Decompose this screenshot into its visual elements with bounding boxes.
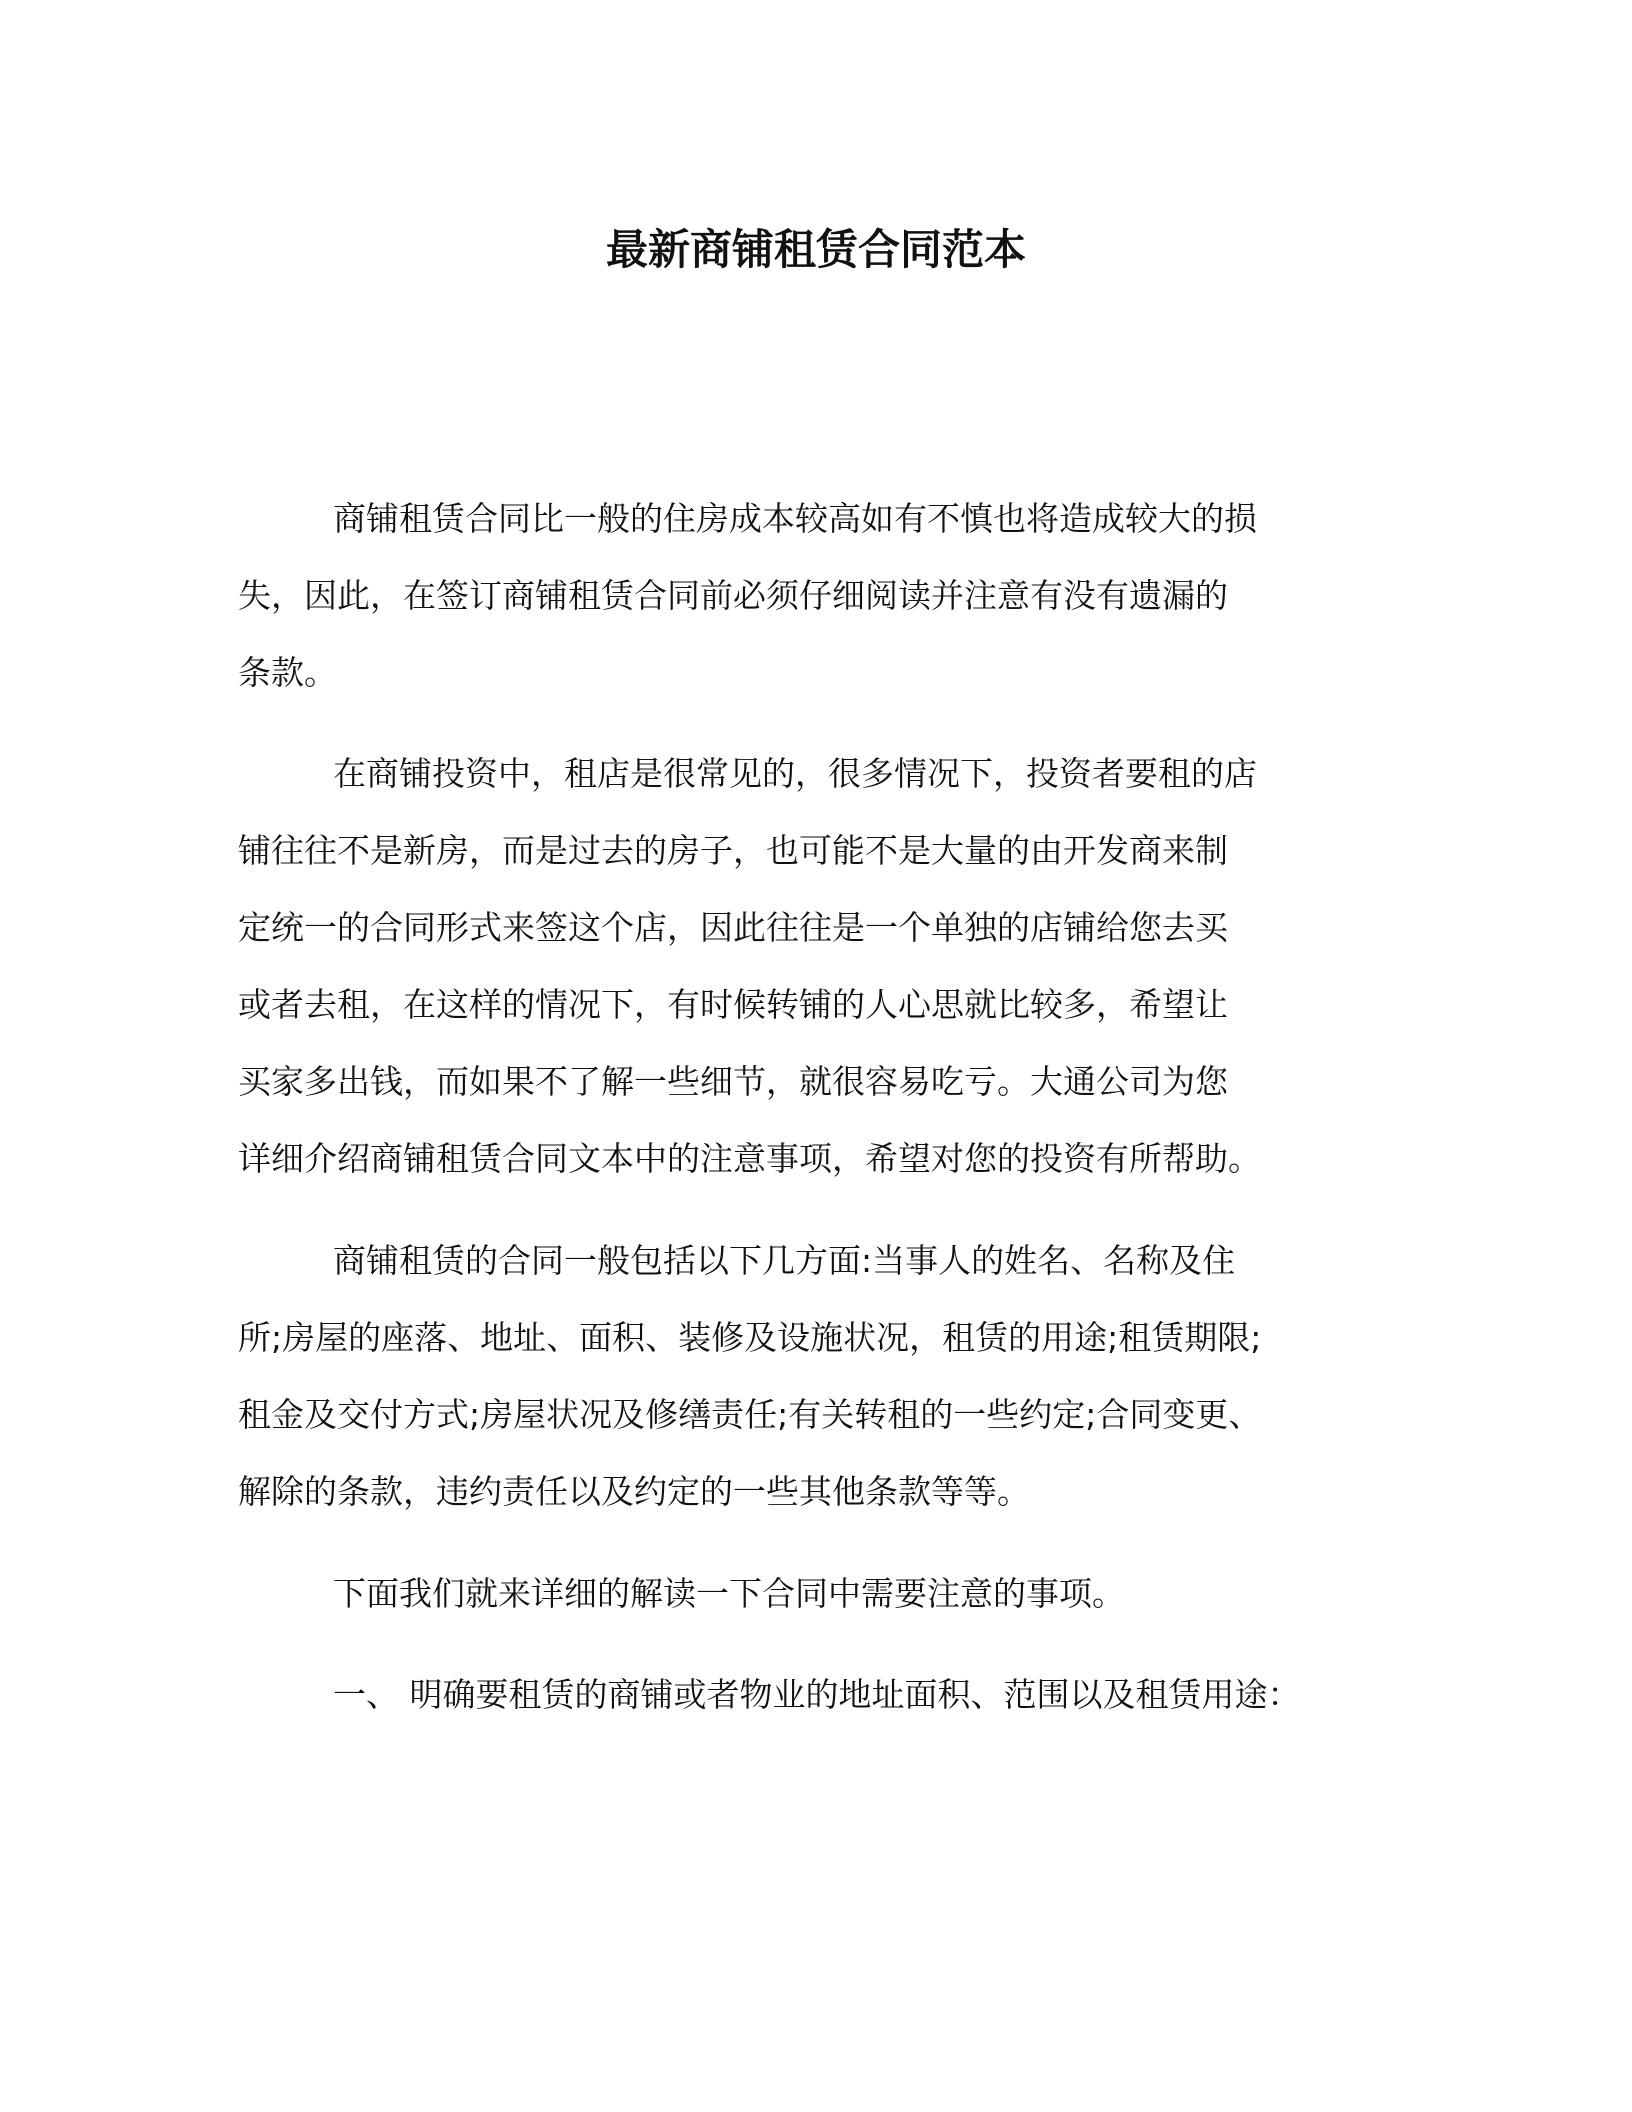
paragraph-transition	[238, 1555, 1125, 1632]
paragraph-line: 铺往往不是新房，而是过去的房子，也可能不是大量的由开发商来制	[238, 831, 1228, 870]
paragraph-line: 失，因此，在签订商铺租赁合同前必须仔细阅读并注意有没有遗漏的	[238, 576, 1228, 615]
document-title: 最新商铺租赁合同范本	[605, 225, 1026, 274]
paragraph-line: 所;房屋的座落、地址、面积、装修及设施状况，租赁的用途;租赁期限;	[238, 1318, 1262, 1357]
paragraph-line: 租金及交付方式;房屋状况及修缮责任;有关转租的一些约定;合同变更、	[238, 1395, 1262, 1434]
paragraph-investment	[238, 735, 1261, 1197]
paragraph-line: 详细介绍商铺租赁合同文本中的注意事项，希望对您的投资有所帮助。	[238, 1139, 1261, 1178]
paragraph-line: 下面我们就来详细的解读一下合同中需要注意的事项。	[333, 1574, 1125, 1613]
paragraph-contract-contents	[238, 1222, 1261, 1530]
paragraph-line: 在商铺投资中，租店是很常见的，很多情况下，投资者要租的店	[333, 754, 1257, 793]
paragraph-line: 或者去租，在这样的情况下，有时候转铺的人心思就比较多，希望让	[238, 985, 1228, 1024]
section-heading-one	[238, 1656, 1301, 1733]
paragraph-line: 条款。	[238, 653, 337, 692]
paragraph-line: 商铺租赁合同比一般的住房成本较高如有不慎也将造成较大的损	[333, 499, 1257, 538]
paragraph-line: 定统一的合同形式来签这个店，因此往往是一个单独的店铺给您去买	[238, 908, 1228, 947]
paragraph-line: 一、 明确要租赁的商铺或者物业的地址面积、范围以及租赁用途：	[333, 1675, 1301, 1714]
paragraph-line: 买家多出钱，而如果不了解一些细节，就很容易吃亏。大通公司为您	[238, 1062, 1228, 1101]
paragraph-line: 解除的条款，违约责任以及约定的一些其他条款等等。	[238, 1472, 1030, 1511]
paragraph-line: 商铺租赁的合同一般包括以下几方面:当事人的姓名、名称及住	[333, 1241, 1236, 1280]
paragraph-intro	[238, 480, 1257, 711]
